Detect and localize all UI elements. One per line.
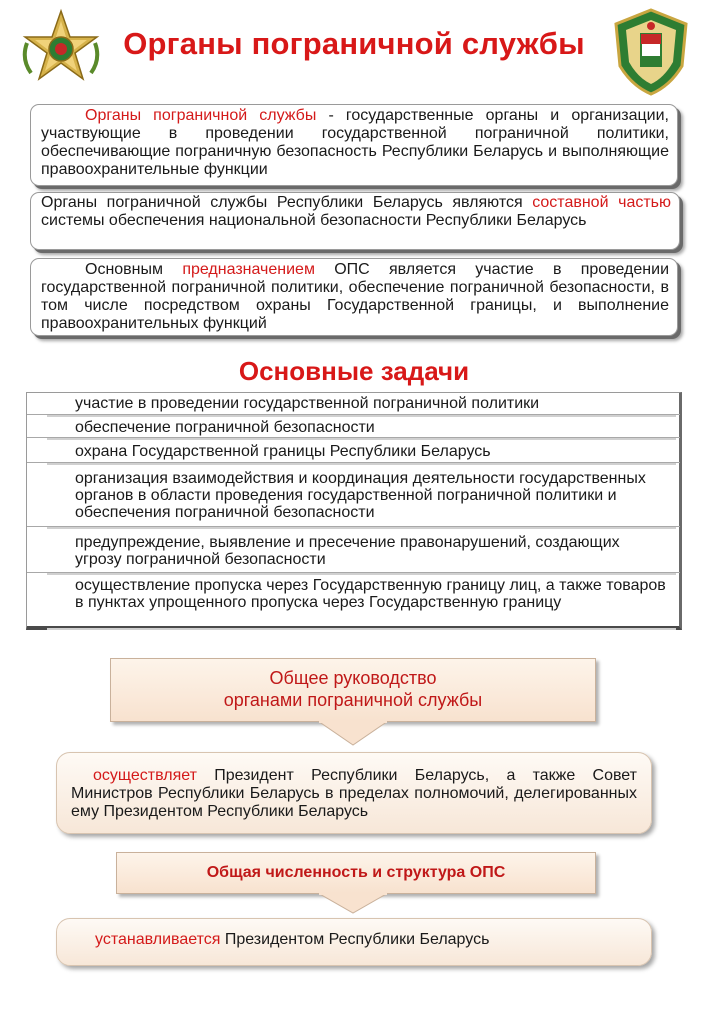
part-of-system-highlight: составной частью (532, 194, 671, 211)
down-arrow-icon (318, 721, 388, 747)
page-title: Органы пограничной службы (123, 26, 585, 61)
purpose-card (30, 258, 678, 336)
purpose-after: ОПС является участие в проведении государственной пограничной политики, обеспечение пограничной безопасности, в том числе посредством охраны Государственной границы, и выполнение правоохранительных функций (41, 261, 670, 332)
definition-term: Органы пограничной службы (85, 107, 317, 124)
tasks-table (26, 392, 682, 630)
part-of-system-after: системы обеспечения национальной безопасности Республики Беларусь (41, 212, 587, 229)
task-item: участие в проведении государственной пограничной политики (27, 395, 680, 415)
part-of-system-card (30, 192, 680, 250)
part-of-system-before: Органы пограничной службы Республики Беларусь являются (41, 194, 533, 211)
leadership-heading-box (110, 658, 596, 722)
purpose-highlight: предназначением (182, 261, 315, 278)
task-item: предупреждение, выявление и пресечение правонарушений, создающих угрозу пограничной безопасности (27, 531, 680, 573)
leadership-heading-line1: Общее руководство (269, 668, 437, 688)
structure-heading-box (116, 852, 596, 894)
task-item: осуществление пропуска через Государственную границу лиц, а также товаров в пунктах упрощенного пропуска через Государственную границу (27, 575, 680, 627)
task-item: охрана Государственной границы Республики Беларусь (27, 441, 680, 463)
leadership-verb: осуществляет (93, 767, 197, 784)
purpose-before: Основным (85, 261, 183, 278)
definition-card (30, 104, 678, 186)
leadership-heading-line2: органами пограничной службы (223, 690, 483, 710)
definition-separator: - (316, 107, 346, 124)
structure-heading: Общая численность и структура ОПС (206, 864, 506, 881)
structure-verb: устанавливается (95, 931, 221, 948)
task-item: организация взаимодействия и координация деятельности государственных органов в области проведения государственной пограничной политики и обеспечения пограничной безопасности (27, 467, 680, 527)
leadership-body: Президент Республики Беларусь, а также Совет Министров Республики Беларусь в пределах полномочий, делегированных ему Президентом Республики Беларусь (71, 767, 637, 820)
leadership-statement (56, 752, 652, 834)
definition-body: государственные органы и организации, участвующие в проведении государственной пограничной политики, обеспечивающие пограничную безопасность Республики Беларусь и выполняющие правоохранительные функции (41, 107, 670, 178)
tasks-title: Основные задачи (238, 356, 470, 386)
down-arrow-icon (318, 893, 388, 915)
structure-body: Президентом Республики Беларусь (220, 931, 490, 948)
structure-statement (56, 918, 652, 966)
task-item: обеспечение пограничной безопасности (27, 417, 680, 438)
